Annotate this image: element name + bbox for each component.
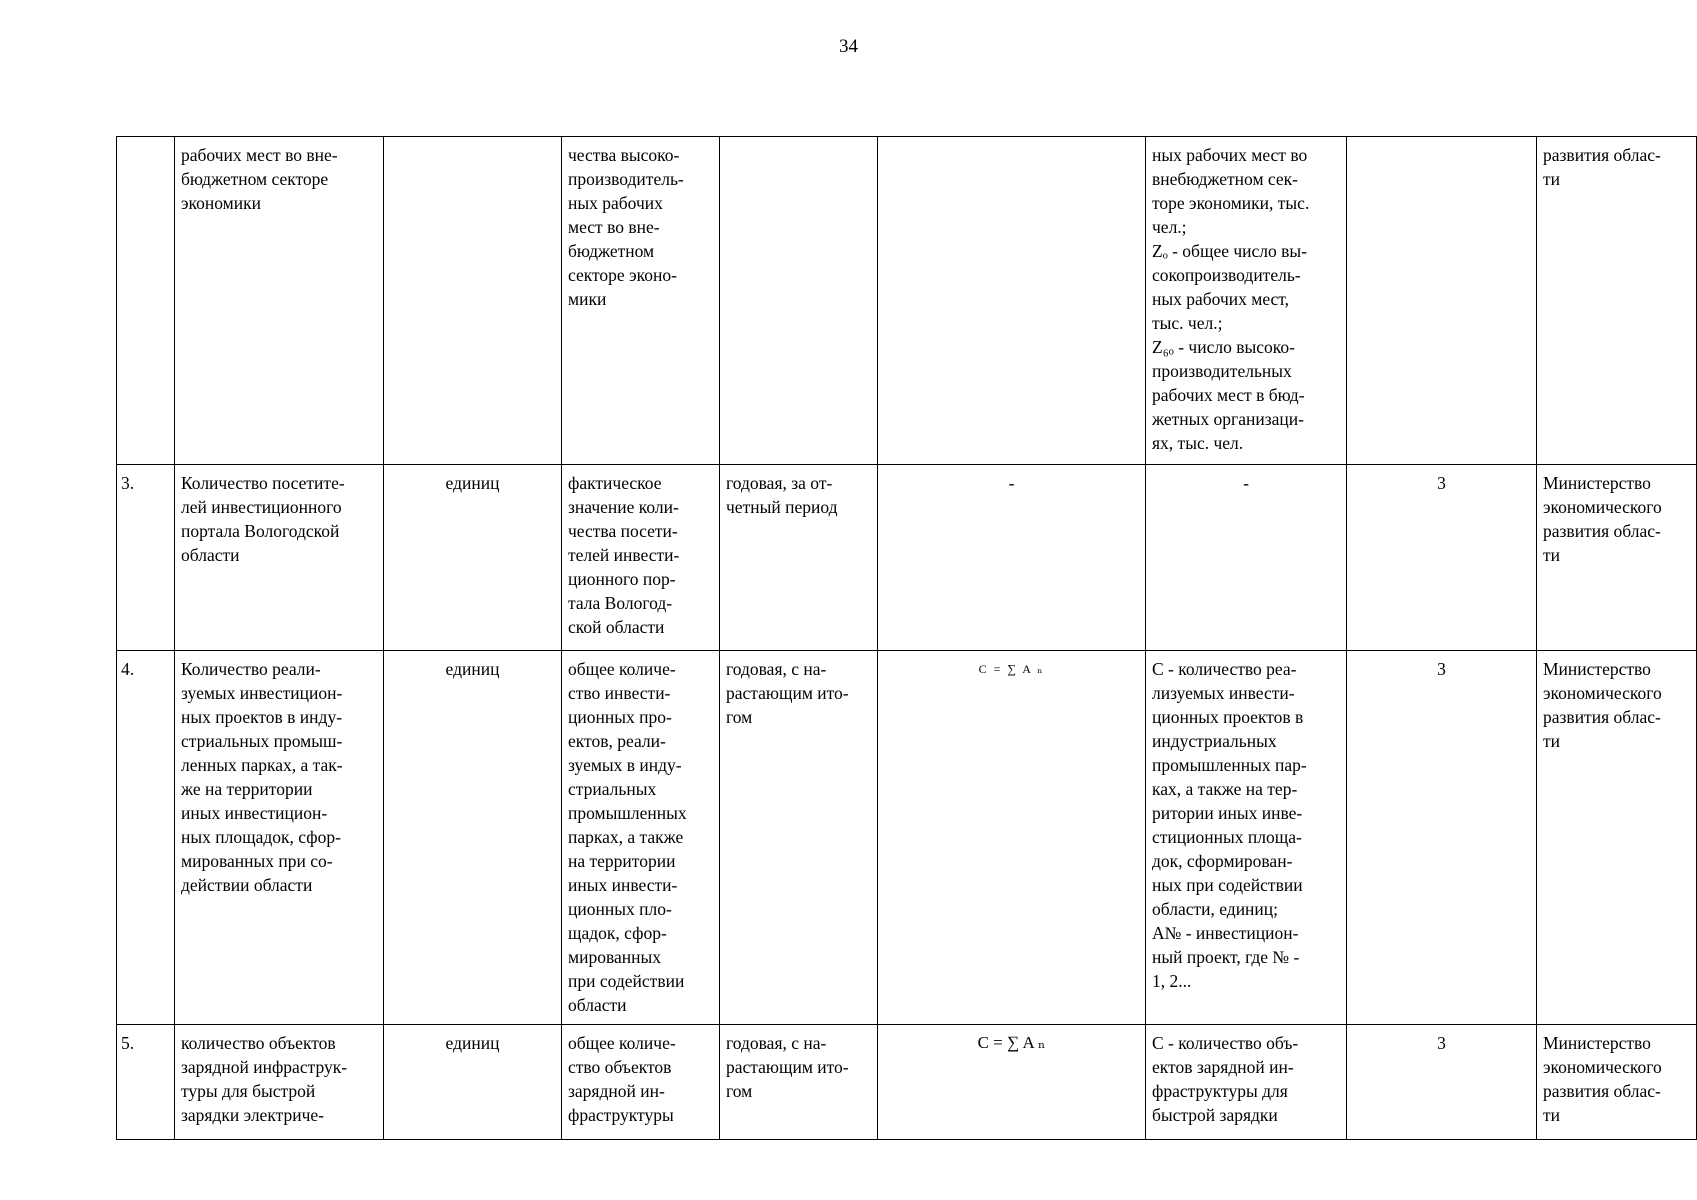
formula: [878, 651, 1146, 1025]
row-number: 5.: [117, 1025, 175, 1140]
definition: общее количе- ство объектов зарядной ин- фраструктуры: [562, 1025, 720, 1140]
row-number: 3.: [117, 465, 175, 651]
definition: общее количе- ство инвести- ционных про- ектов, реали- зуемых в инду- стриальных промышленных парках, а также на территории иных инвести- ционных пло- щадок, сфор- мированных при содействии области: [562, 651, 720, 1025]
formula-sum: C = ∑ A ₙ: [978, 662, 1045, 676]
unit: единиц: [384, 465, 562, 651]
row-number: 4.: [117, 651, 175, 1025]
table-row: [117, 651, 1697, 1025]
responsible: Министерство экономического развития облас- ти: [1537, 1025, 1697, 1140]
unit: [384, 137, 562, 465]
indicator-name: количество объектов зарядной инфраструк- туры для быстрой зарядки электриче-: [175, 1025, 384, 1140]
responsible: Министерство экономического развития облас- ти: [1537, 465, 1697, 651]
method: 3: [1347, 651, 1537, 1025]
indicator-name: Количество реали- зуемых инвестицион- ных проектов в инду- стриальных промыш- ленных парках, а так- же на территории иных инвестицион- ных площадок, сфор- мированных при со- действии области: [175, 651, 384, 1025]
responsible: Министерство экономического развития облас- ти: [1537, 651, 1697, 1025]
definition: фактическое значение коли- чества посети- телей инвести- ционного пор- тала Вологод- ской области: [562, 465, 720, 651]
formula: [878, 1025, 1146, 1140]
indicator-name: рабочих мест во вне- бюджетном секторе экономики: [175, 137, 384, 465]
variables: C - количество объ- ектов зарядной ин- фраструктуры для быстрой зарядки: [1146, 1025, 1347, 1140]
variables: C - количество реа- лизуемых инвести- ционных проектов в индустриальных промышленных пар- ках, а также на тер- ритории иных инве- стиционных площа- док, сформирован- ных при содействии области, единиц; A№ - инвестицион- ный проект, где № - 1, 2...: [1146, 651, 1347, 1025]
variables: ных рабочих мест во внебюджетном сек- торе экономики, тыс. чел.; Zₒ - общее число вы- сокопроизводитель- ных рабочих мест, тыс. чел.; Z₆ₒ - число высоко- производительных рабочих мест в бюд- жетных организаци- ях, тыс. чел.: [1146, 137, 1347, 465]
responsible: развития облас- ти: [1537, 137, 1697, 465]
periodicity: годовая, за от- четный период: [720, 465, 878, 651]
table-row: [117, 465, 1697, 651]
row-number: [117, 137, 175, 465]
indicator-table: [116, 136, 1697, 1140]
formula: [878, 137, 1146, 465]
periodicity: годовая, с на- растающим ито- гом: [720, 1025, 878, 1140]
formula-sum: C = ∑ A ₙ: [977, 1033, 1046, 1052]
method: 3: [1347, 465, 1537, 651]
method: 3: [1347, 1025, 1537, 1140]
periodicity: [720, 137, 878, 465]
unit: единиц: [384, 651, 562, 1025]
indicator-name: Количество посетите- лей инвестиционного портала Вологодской области: [175, 465, 384, 651]
table-row: [117, 1025, 1697, 1140]
variables: -: [1146, 465, 1347, 651]
method: [1347, 137, 1537, 465]
unit: единиц: [384, 1025, 562, 1140]
definition: чества высоко- производитель- ных рабочих мест во вне- бюджетном секторе эконо- мики: [562, 137, 720, 465]
periodicity: годовая, с на- растающим ито- гом: [720, 651, 878, 1025]
page-number: 34: [839, 36, 858, 57]
formula: -: [878, 465, 1146, 651]
table-row: [117, 137, 1697, 465]
